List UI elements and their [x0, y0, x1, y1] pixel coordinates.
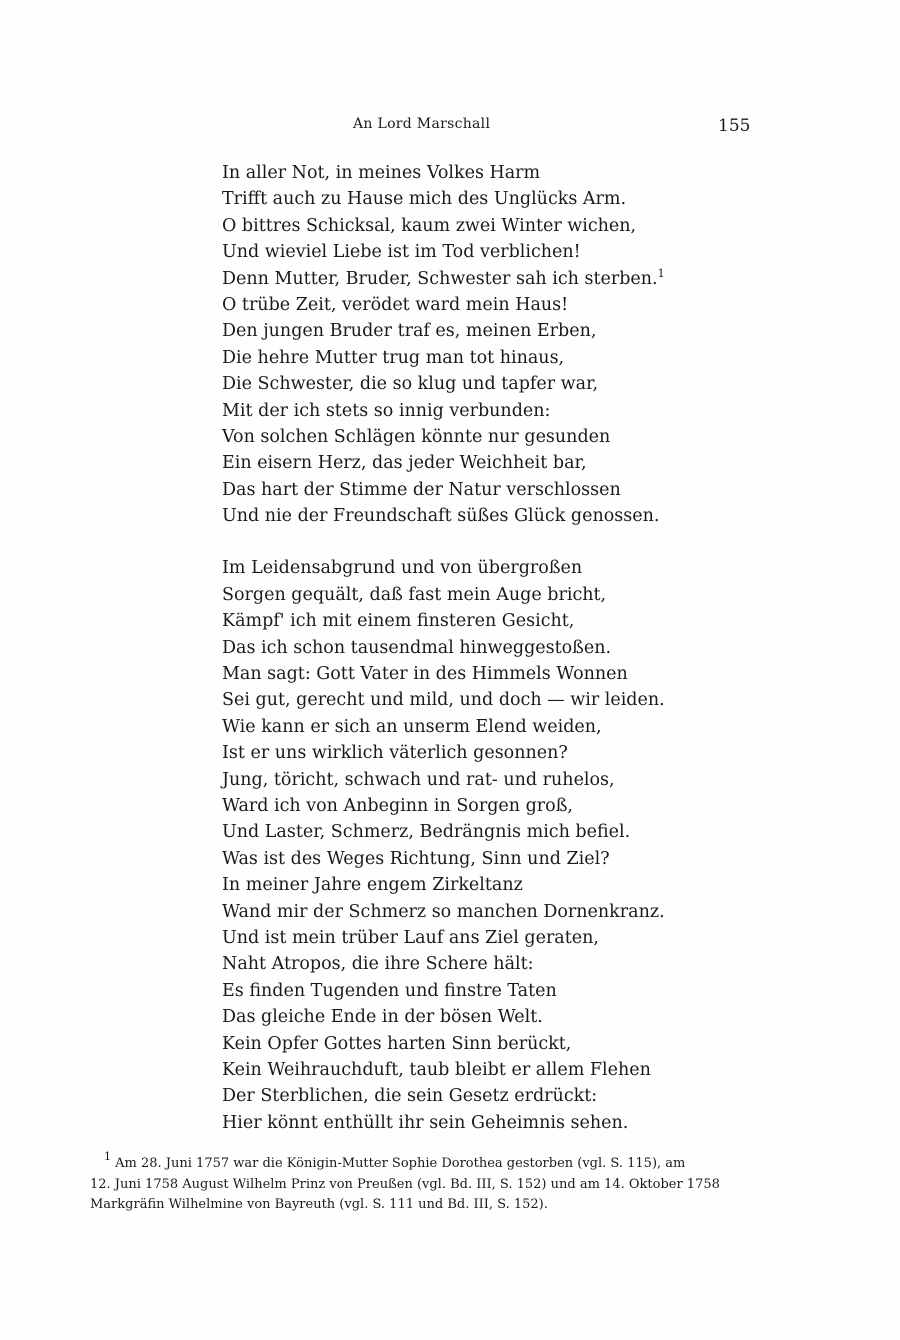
poem-line: Ist er uns wirklich väterlich gesonnen? [222, 743, 568, 764]
poem-line: Und Laster, Schmerz, Bedrängnis mich befiel. [222, 822, 631, 843]
poem-line: Die hehre Mutter trug man tot hinaus, [222, 347, 565, 368]
poem-line: Kein Opfer Gottes harten Sinn berückt, [222, 1033, 572, 1054]
poem-line: Den jungen Bruder traf es, meinen Erben, [222, 321, 597, 342]
poem-line: In meiner Jahre engem Zirkeltanz [222, 875, 523, 896]
poem-line: O trübe Zeit, verödet ward mein Haus! [222, 294, 569, 315]
poem-line: Die Schwester, die so klug und tapfer war, [222, 374, 599, 395]
stanza-1 [222, 160, 665, 529]
poem-line: Hier könnt enthüllt ihr sein Geheimnis sehen. [222, 1112, 629, 1133]
poem-line: Das ich schon tausendmal hinweggestoßen. [222, 637, 612, 658]
poem-line: Der Sterblichen, die sein Gesetz erdrückt: [222, 1086, 598, 1107]
page-number: 155 [718, 116, 751, 136]
poem-line: Und nie der Freundschaft süßes Glück genossen. [222, 506, 660, 527]
poem-line-text: Denn Mutter, Bruder, Schwester sah ich sterben. [222, 268, 658, 289]
footnote-line [90, 1150, 770, 1175]
running-head: An Lord Marschall [353, 116, 491, 132]
poem-line: Von solchen Schlägen könnte nur gesunden [222, 426, 611, 447]
poem-line: Im Leidensabgrund und von übergroßen [222, 558, 583, 579]
poem-line-with-footnote [222, 266, 665, 292]
poem-line: Ein eisern Herz, das jeder Weichheit bar, [222, 453, 587, 474]
poem-line: Sorgen gequält, daß fast mein Auge bricht, [222, 584, 607, 605]
poem-line: O bittres Schicksal, kaum zwei Winter wichen, [222, 215, 637, 236]
poem-line: Das gleiche Ende in der bösen Welt. [222, 1007, 543, 1028]
poem-line: Was ist des Weges Richtung, Sinn und Ziel? [222, 848, 610, 869]
poem-line: Wie kann er sich an unserm Elend weiden, [222, 716, 602, 737]
poem-line: Wand mir der Schmerz so manchen Dornenkranz. [222, 901, 665, 922]
footnote [90, 1150, 770, 1216]
footnote-marker: 1 [104, 1150, 111, 1163]
footnote-line: 12. Juni 1758 August Wilhelm Prinz von Preußen (vgl. Bd. III, S. 152) und am 14. Oktober 1758 [90, 1176, 720, 1192]
poem-line: Naht Atropos, die ihre Schere hält: [222, 954, 534, 975]
poem-line: Sei gut, gerecht und mild, und doch — wir leiden. [222, 690, 665, 711]
poem-line: Das hart der Stimme der Natur verschlossen [222, 479, 621, 500]
poem-line: Ward ich von Anbeginn in Sorgen groß, [222, 795, 573, 816]
footnote-text: Am 28. Juni 1757 war die Königin-Mutter Sophie Dorothea gestorben (vgl. S. 115), am [115, 1156, 686, 1171]
poem-line: Trifft auch zu Hause mich des Unglücks Arm. [222, 189, 627, 210]
poem-line: Es finden Tugenden und finstre Taten [222, 980, 557, 1001]
stanza-2 [222, 555, 665, 1136]
footnote-reference: 1 [657, 266, 665, 280]
poem-line: Man sagt: Gott Vater in des Himmels Wonnen [222, 664, 628, 685]
poem-line: Und ist mein trüber Lauf ans Ziel geraten, [222, 927, 599, 948]
poem-line: Mit der ich stets so innig verbunden: [222, 400, 551, 421]
poem-line: Jung, töricht, schwach und rat- und ruhelos, [222, 769, 615, 790]
poem-line: In aller Not, in meines Volkes Harm [222, 163, 541, 183]
poem-line: Kämpf' ich mit einem finsteren Gesicht, [222, 611, 575, 632]
poem-line: Kein Weihrauchduft, taub bleibt er allem Flehen [222, 1059, 651, 1080]
poem [222, 160, 665, 1136]
poem-line: Und wieviel Liebe ist im Tod verblichen! [222, 242, 581, 263]
footnote-line: Markgräfin Wilhelmine von Bayreuth (vgl. S. 111 und Bd. III, S. 152). [90, 1197, 548, 1212]
